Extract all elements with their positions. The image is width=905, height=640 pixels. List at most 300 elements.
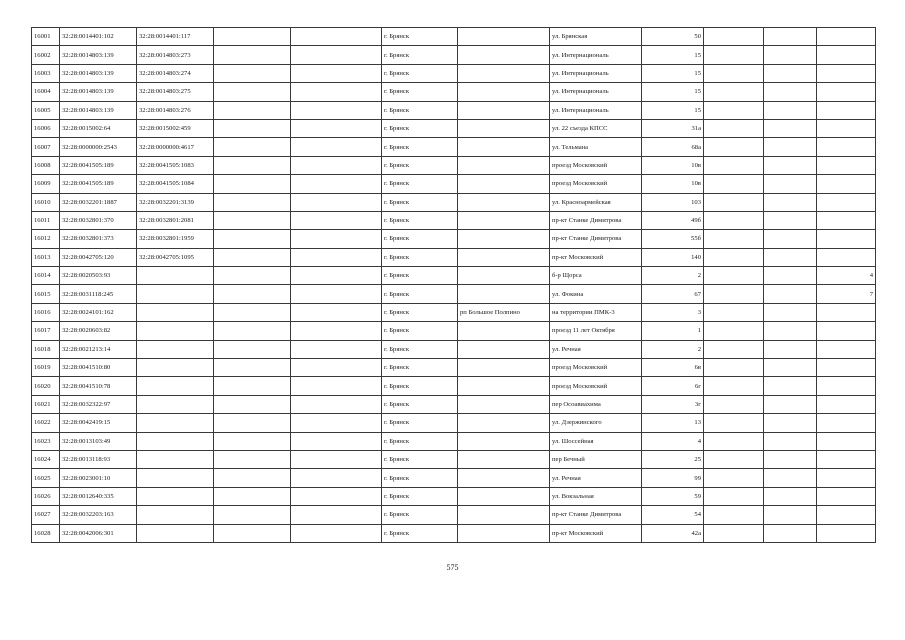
cell-locality — [458, 267, 550, 285]
table-row — [32, 303, 876, 321]
cell-row-number: 16004 — [32, 83, 60, 101]
cell-house-number: 42а — [642, 524, 704, 542]
cell-cadastral-number: 32:28:0042006:301 — [60, 524, 137, 542]
cell-locality — [458, 524, 550, 542]
cell-house-number: 6в — [642, 359, 704, 377]
cell-street: пр-кт Московский — [550, 248, 642, 266]
cell-city: г. Брянск — [382, 193, 458, 211]
cell-col-4 — [214, 285, 291, 303]
cell-cadastral-number-2 — [137, 395, 214, 413]
cell-col-10 — [704, 450, 764, 468]
cell-col-11 — [764, 359, 817, 377]
cell-cadastral-number: 32:28:0032801:370 — [60, 211, 137, 229]
cell-house-number: 54 — [642, 506, 704, 524]
cell-cadastral-number-2 — [137, 414, 214, 432]
cell-col-11 — [764, 28, 817, 46]
cell-col-12 — [817, 340, 876, 358]
cell-col-12 — [817, 377, 876, 395]
cell-house-number: 15 — [642, 101, 704, 119]
cell-city: г. Брянск — [382, 377, 458, 395]
cell-city: г. Брянск — [382, 432, 458, 450]
cell-col-4 — [214, 395, 291, 413]
cell-col-11 — [764, 322, 817, 340]
cell-col-12 — [817, 28, 876, 46]
cell-locality — [458, 340, 550, 358]
cell-col-12 — [817, 64, 876, 82]
cell-col-11 — [764, 46, 817, 64]
cell-city: г. Брянск — [382, 506, 458, 524]
cell-street: ул. Брянская — [550, 28, 642, 46]
cell-col-4 — [214, 469, 291, 487]
cell-row-number: 16006 — [32, 119, 60, 137]
cell-col-5 — [291, 46, 382, 64]
cell-col-12 — [817, 138, 876, 156]
cell-cadastral-number-2 — [137, 524, 214, 542]
cell-city: г. Брянск — [382, 138, 458, 156]
cell-house-number: 55б — [642, 230, 704, 248]
cell-col-10 — [704, 193, 764, 211]
cell-col-5 — [291, 248, 382, 266]
cell-locality — [458, 28, 550, 46]
cell-row-number: 16007 — [32, 138, 60, 156]
cell-cadastral-number-2: 32:28:0041505:1083 — [137, 156, 214, 174]
cell-col-11 — [764, 285, 817, 303]
cell-cadastral-number: 32:28:0014803:139 — [60, 64, 137, 82]
cell-cadastral-number-2: 32:28:0032801:2081 — [137, 211, 214, 229]
cell-col-12 — [817, 450, 876, 468]
cell-col-12 — [817, 432, 876, 450]
cell-col-10 — [704, 414, 764, 432]
cell-col-11 — [764, 64, 817, 82]
cell-col-11 — [764, 414, 817, 432]
cell-col-12 — [817, 395, 876, 413]
cell-col-4 — [214, 248, 291, 266]
cell-row-number: 16011 — [32, 211, 60, 229]
table-row — [32, 175, 876, 193]
cell-locality — [458, 432, 550, 450]
cell-col-4 — [214, 230, 291, 248]
cell-city: г. Брянск — [382, 156, 458, 174]
cell-col-10 — [704, 395, 764, 413]
cell-row-number: 16025 — [32, 469, 60, 487]
cell-row-number: 16018 — [32, 340, 60, 358]
cell-col-4 — [214, 377, 291, 395]
cell-col-4 — [214, 450, 291, 468]
cell-col-10 — [704, 322, 764, 340]
cell-col-12 — [817, 83, 876, 101]
cell-col-12 — [817, 248, 876, 266]
cell-house-number: 10в — [642, 175, 704, 193]
cell-house-number: 6г — [642, 377, 704, 395]
cell-cadastral-number-2: 32:28:0000000:4617 — [137, 138, 214, 156]
cell-street: пр-кт Станке Димитрова — [550, 230, 642, 248]
cell-cadastral-number: 32:28:0042705:120 — [60, 248, 137, 266]
cell-col-11 — [764, 211, 817, 229]
cell-locality — [458, 193, 550, 211]
cell-cadastral-number: 32:28:0000000:2543 — [60, 138, 137, 156]
cell-col-11 — [764, 267, 817, 285]
cell-locality — [458, 450, 550, 468]
cell-col-5 — [291, 230, 382, 248]
cell-cadastral-number-2: 32:28:0014803:273 — [137, 46, 214, 64]
cell-col-10 — [704, 340, 764, 358]
cell-cadastral-number: 32:28:0014803:139 — [60, 83, 137, 101]
cell-cadastral-number-2 — [137, 285, 214, 303]
cell-city: г. Брянск — [382, 248, 458, 266]
cell-locality — [458, 395, 550, 413]
cell-street: ул. Интернациональ — [550, 83, 642, 101]
cell-col-10 — [704, 138, 764, 156]
cell-col-11 — [764, 450, 817, 468]
cell-col-4 — [214, 156, 291, 174]
cell-city: г. Брянск — [382, 303, 458, 321]
cell-city: г. Брянск — [382, 28, 458, 46]
cell-col-5 — [291, 359, 382, 377]
cell-col-4 — [214, 322, 291, 340]
table-row — [32, 101, 876, 119]
cell-col-10 — [704, 46, 764, 64]
cell-cadastral-number: 32:28:0020503:93 — [60, 267, 137, 285]
cell-row-number: 16013 — [32, 248, 60, 266]
cell-locality — [458, 138, 550, 156]
cell-col-11 — [764, 395, 817, 413]
cell-cadastral-number: 32:28:0032322:97 — [60, 395, 137, 413]
cell-col-10 — [704, 101, 764, 119]
table-row — [32, 432, 876, 450]
cell-cadastral-number: 32:28:0015002:64 — [60, 119, 137, 137]
table-row — [32, 395, 876, 413]
cell-col-10 — [704, 303, 764, 321]
cell-house-number: 3 — [642, 303, 704, 321]
cell-col-5 — [291, 524, 382, 542]
table-row — [32, 414, 876, 432]
cell-col-5 — [291, 175, 382, 193]
cell-col-10 — [704, 267, 764, 285]
cell-col-12 — [817, 175, 876, 193]
cell-col-4 — [214, 267, 291, 285]
cell-row-number: 16014 — [32, 267, 60, 285]
cell-col-4 — [214, 359, 291, 377]
cell-col-4 — [214, 340, 291, 358]
cell-row-number: 16003 — [32, 64, 60, 82]
cell-col-5 — [291, 267, 382, 285]
cell-city: г. Брянск — [382, 487, 458, 505]
cell-row-number: 16019 — [32, 359, 60, 377]
cell-cadastral-number: 32:28:0042419:15 — [60, 414, 137, 432]
cell-city: г. Брянск — [382, 119, 458, 137]
cell-street: ул. Интернациональ — [550, 64, 642, 82]
cell-col-11 — [764, 230, 817, 248]
cell-cadastral-number: 32:28:0041505:189 — [60, 175, 137, 193]
cell-locality — [458, 506, 550, 524]
table-row — [32, 193, 876, 211]
cell-row-number: 16028 — [32, 524, 60, 542]
table-row — [32, 469, 876, 487]
cell-city: г. Брянск — [382, 230, 458, 248]
cell-col-5 — [291, 28, 382, 46]
cell-col-12 — [817, 211, 876, 229]
cell-col-10 — [704, 506, 764, 524]
cell-city: г. Брянск — [382, 395, 458, 413]
table-row — [32, 248, 876, 266]
table-row — [32, 340, 876, 358]
cell-col-5 — [291, 469, 382, 487]
cell-cadastral-number: 32:28:0014401:102 — [60, 28, 137, 46]
cell-row-number: 16021 — [32, 395, 60, 413]
cell-cadastral-number: 32:28:0032203:163 — [60, 506, 137, 524]
cell-row-number: 16008 — [32, 156, 60, 174]
table-row — [32, 487, 876, 505]
cell-city: г. Брянск — [382, 175, 458, 193]
cell-cadastral-number-2 — [137, 359, 214, 377]
cell-col-10 — [704, 83, 764, 101]
cell-col-10 — [704, 230, 764, 248]
cell-house-number: 67 — [642, 285, 704, 303]
cell-row-number: 16027 — [32, 506, 60, 524]
cell-row-number: 16001 — [32, 28, 60, 46]
cell-house-number: 49б — [642, 211, 704, 229]
cell-col-11 — [764, 175, 817, 193]
cell-locality — [458, 322, 550, 340]
table-row — [32, 285, 876, 303]
cell-city: г. Брянск — [382, 414, 458, 432]
cell-col-11 — [764, 506, 817, 524]
cell-col-4 — [214, 46, 291, 64]
cell-col-10 — [704, 64, 764, 82]
cell-col-10 — [704, 469, 764, 487]
table-row — [32, 450, 876, 468]
cell-street: ул. Красноармейская — [550, 193, 642, 211]
cell-row-number: 16017 — [32, 322, 60, 340]
cell-house-number: 68а — [642, 138, 704, 156]
cell-cadastral-number: 32:28:0041505:189 — [60, 156, 137, 174]
cell-row-number: 16020 — [32, 377, 60, 395]
cell-street: проезд Московский — [550, 175, 642, 193]
cell-cadastral-number-2 — [137, 303, 214, 321]
cell-col-12 — [817, 303, 876, 321]
cell-col-4 — [214, 211, 291, 229]
cell-street: б-р Щорса — [550, 267, 642, 285]
cell-locality — [458, 83, 550, 101]
cell-row-number: 16026 — [32, 487, 60, 505]
cell-col-12 — [817, 46, 876, 64]
cell-cadastral-number-2 — [137, 340, 214, 358]
table-row — [32, 83, 876, 101]
cell-city: г. Брянск — [382, 64, 458, 82]
cell-col-11 — [764, 432, 817, 450]
cell-col-4 — [214, 138, 291, 156]
cell-cadastral-number-2: 32:28:0041505:1084 — [137, 175, 214, 193]
cell-col-12: 4 — [817, 267, 876, 285]
cell-cadastral-number-2 — [137, 377, 214, 395]
table-row — [32, 211, 876, 229]
cell-col-5 — [291, 211, 382, 229]
cell-col-11 — [764, 340, 817, 358]
cell-col-12 — [817, 506, 876, 524]
cell-cadastral-number: 32:28:0012640:335 — [60, 487, 137, 505]
cell-col-4 — [214, 175, 291, 193]
table-row — [32, 28, 876, 46]
cell-street: проезд 11 лет Октября — [550, 322, 642, 340]
cell-col-4 — [214, 414, 291, 432]
cell-cadastral-number-2 — [137, 432, 214, 450]
cell-cadastral-number: 32:28:0014803:139 — [60, 46, 137, 64]
cell-cadastral-number: 32:28:0024101:162 — [60, 303, 137, 321]
cell-city: г. Брянск — [382, 524, 458, 542]
cell-house-number: 50 — [642, 28, 704, 46]
table-row — [32, 64, 876, 82]
cell-street: ул. 22 съезда КПСС — [550, 119, 642, 137]
cell-house-number: 10в — [642, 156, 704, 174]
cell-cadastral-number-2: 32:28:0014401:117 — [137, 28, 214, 46]
cell-locality — [458, 487, 550, 505]
cell-col-12 — [817, 193, 876, 211]
cell-cadastral-number-2: 32:28:0032801:1959 — [137, 230, 214, 248]
cell-cadastral-number: 32:28:0032801:373 — [60, 230, 137, 248]
cell-cadastral-number: 32:28:0013103:49 — [60, 432, 137, 450]
cell-street: пр-кт Станке Димитрова — [550, 506, 642, 524]
cell-house-number: 31а — [642, 119, 704, 137]
cell-house-number: 103 — [642, 193, 704, 211]
cell-col-10 — [704, 285, 764, 303]
cell-col-12 — [817, 487, 876, 505]
cell-locality — [458, 175, 550, 193]
cell-city: г. Брянск — [382, 285, 458, 303]
cell-col-12 — [817, 359, 876, 377]
table-row — [32, 230, 876, 248]
cell-col-12 — [817, 524, 876, 542]
cell-city: г. Брянск — [382, 211, 458, 229]
cell-cadastral-number: 32:28:0032201:1887 — [60, 193, 137, 211]
cell-cadastral-number: 32:28:0020603:82 — [60, 322, 137, 340]
cell-cadastral-number: 32:28:0013118:93 — [60, 450, 137, 468]
cell-cadastral-number: 32:28:0023001:10 — [60, 469, 137, 487]
cell-col-12 — [817, 119, 876, 137]
cell-col-4 — [214, 83, 291, 101]
cell-house-number: 25 — [642, 450, 704, 468]
cell-cadastral-number-2 — [137, 322, 214, 340]
cell-col-4 — [214, 506, 291, 524]
cell-cadastral-number-2: 32:28:0014803:275 — [137, 83, 214, 101]
page-number: 575 — [446, 563, 459, 572]
cell-col-5 — [291, 101, 382, 119]
cell-row-number: 16009 — [32, 175, 60, 193]
cell-cadastral-number: 32:28:0041510:80 — [60, 359, 137, 377]
cell-city: г. Брянск — [382, 46, 458, 64]
cell-col-5 — [291, 506, 382, 524]
cell-locality: рп Большое Полпино — [458, 303, 550, 321]
cell-street: пер Осоавиахима — [550, 395, 642, 413]
table-row — [32, 524, 876, 542]
cell-house-number: 140 — [642, 248, 704, 266]
cell-cadastral-number-2: 32:28:0014803:276 — [137, 101, 214, 119]
cell-house-number: 13 — [642, 414, 704, 432]
cell-street: ул. Речная — [550, 340, 642, 358]
cell-cadastral-number-2 — [137, 487, 214, 505]
cell-col-5 — [291, 64, 382, 82]
cell-col-11 — [764, 138, 817, 156]
cell-col-12 — [817, 322, 876, 340]
table-row — [32, 119, 876, 137]
cell-locality — [458, 414, 550, 432]
cell-house-number: 4 — [642, 432, 704, 450]
cell-cadastral-number-2: 32:28:0015002:459 — [137, 119, 214, 137]
cell-col-10 — [704, 211, 764, 229]
cell-house-number: 99 — [642, 469, 704, 487]
cell-cadastral-number: 32:28:0031118:245 — [60, 285, 137, 303]
cell-house-number: 59 — [642, 487, 704, 505]
cell-street: пр-кт Московский — [550, 524, 642, 542]
cell-col-4 — [214, 193, 291, 211]
cell-street: проезд Московский — [550, 359, 642, 377]
cell-street: ул. Дзержинского — [550, 414, 642, 432]
cell-col-10 — [704, 28, 764, 46]
cell-col-10 — [704, 377, 764, 395]
cell-row-number: 16016 — [32, 303, 60, 321]
cell-col-11 — [764, 119, 817, 137]
cell-col-4 — [214, 487, 291, 505]
cell-col-11 — [764, 248, 817, 266]
cell-locality — [458, 248, 550, 266]
cell-locality — [458, 469, 550, 487]
cell-city: г. Брянск — [382, 101, 458, 119]
cell-col-11 — [764, 303, 817, 321]
cell-street: пр-кт Станке Димитрова — [550, 211, 642, 229]
cell-street: ул. Интернациональ — [550, 101, 642, 119]
cell-col-5 — [291, 377, 382, 395]
cell-col-10 — [704, 156, 764, 174]
cell-col-12 — [817, 230, 876, 248]
cell-col-5 — [291, 322, 382, 340]
cell-street: на территории ПМК-3 — [550, 303, 642, 321]
cell-cadastral-number: 32:28:0021213:14 — [60, 340, 137, 358]
cell-city: г. Брянск — [382, 322, 458, 340]
cell-col-10 — [704, 487, 764, 505]
cell-row-number: 16002 — [32, 46, 60, 64]
cell-col-4 — [214, 303, 291, 321]
cell-house-number: 1 — [642, 322, 704, 340]
cell-col-4 — [214, 432, 291, 450]
cell-locality — [458, 156, 550, 174]
cell-col-5 — [291, 340, 382, 358]
cell-col-5 — [291, 303, 382, 321]
cell-col-12 — [817, 101, 876, 119]
cell-row-number: 16022 — [32, 414, 60, 432]
cell-locality — [458, 119, 550, 137]
cell-col-5 — [291, 487, 382, 505]
cell-city: г. Брянск — [382, 450, 458, 468]
cell-row-number: 16023 — [32, 432, 60, 450]
cell-city: г. Брянск — [382, 340, 458, 358]
cell-house-number: 3г — [642, 395, 704, 413]
table-row — [32, 322, 876, 340]
cell-locality — [458, 359, 550, 377]
cell-col-10 — [704, 432, 764, 450]
table-row — [32, 377, 876, 395]
cell-street: ул. Интернациональ — [550, 46, 642, 64]
table-row — [32, 46, 876, 64]
cell-col-10 — [704, 248, 764, 266]
table-row — [32, 359, 876, 377]
cell-col-4 — [214, 524, 291, 542]
cell-col-11 — [764, 377, 817, 395]
cell-row-number: 16015 — [32, 285, 60, 303]
cell-house-number: 2 — [642, 267, 704, 285]
cell-col-10 — [704, 119, 764, 137]
table-row — [32, 267, 876, 285]
cell-col-10 — [704, 359, 764, 377]
cell-locality — [458, 101, 550, 119]
